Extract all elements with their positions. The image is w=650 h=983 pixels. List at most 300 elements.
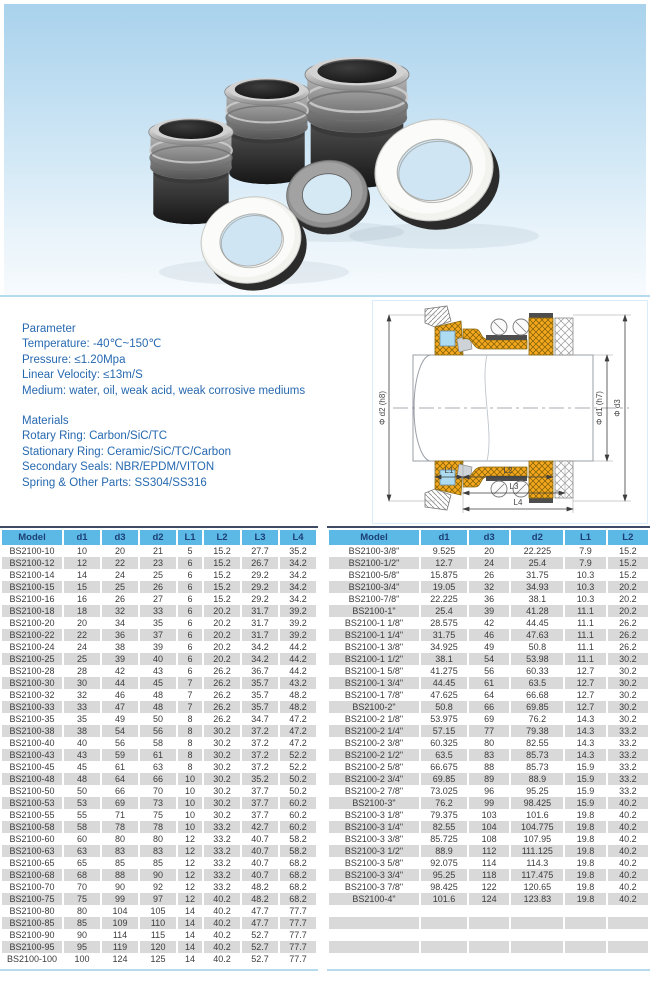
table-cell: BS2100-40: [2, 737, 62, 749]
table-cell: 47.2: [280, 737, 316, 749]
table-cell: 61: [140, 749, 176, 761]
table-cell: 40.2: [204, 953, 240, 965]
table-cell: 52.2: [280, 749, 316, 761]
table-cell: 7: [178, 701, 202, 713]
table-cell: 40.2: [204, 941, 240, 953]
table-cell: BS2100-1 1/4": [329, 629, 419, 641]
table-cell: BS2100-7/8": [329, 593, 419, 605]
table-cell: 33.2: [608, 773, 648, 785]
table-cell: 44.45: [421, 677, 467, 689]
table-cell: 29.2: [242, 569, 278, 581]
empty-row: [329, 917, 648, 929]
table-cell: 37.2: [242, 737, 278, 749]
table-cell: 124: [102, 953, 138, 965]
table-cell: 31.7: [242, 605, 278, 617]
table-cell: 38.1: [511, 593, 563, 605]
table-cell: 37.7: [242, 797, 278, 809]
table-cell: 63: [64, 845, 100, 857]
table-cell: 68.2: [280, 893, 316, 905]
table-cell: 75: [64, 893, 100, 905]
table-row: [2, 557, 316, 569]
table-cell: 12: [178, 845, 202, 857]
table-cell: 25.4: [511, 557, 563, 569]
table-cell: 64: [102, 773, 138, 785]
table-row: [2, 845, 316, 857]
table-cell: [469, 905, 509, 917]
table-cell: 41.275: [421, 665, 467, 677]
header-row: [2, 530, 316, 545]
table-cell: 77: [469, 725, 509, 737]
table-cell: BS2100-18: [2, 605, 62, 617]
table-cell: 58.2: [280, 845, 316, 857]
table-cell: 57.15: [421, 725, 467, 737]
table-cell: 34.7: [242, 713, 278, 725]
table-cell: 30.2: [608, 689, 648, 701]
table-cell: 88.9: [511, 773, 563, 785]
table-cell: [421, 917, 467, 929]
table-cell: 103: [469, 809, 509, 821]
table-cell: 85.73: [511, 749, 563, 761]
table-cell: BS2100-3 5/8": [329, 857, 419, 869]
table-cell: 83: [140, 845, 176, 857]
table-cell: 29.2: [242, 593, 278, 605]
column-header: L4: [280, 530, 316, 545]
table-row: [329, 569, 648, 581]
table-cell: BS2100-12: [2, 557, 62, 569]
inch-size-table: [327, 530, 650, 965]
table-cell: 42: [469, 617, 509, 629]
table-cell: 26.2: [204, 713, 240, 725]
table-cell: [421, 905, 467, 917]
table-cell: 95.25: [421, 869, 467, 881]
table-cell: 69.85: [421, 773, 467, 785]
table-cell: 120: [140, 941, 176, 953]
table-cell: 39: [102, 653, 138, 665]
table-cell: 11.1: [565, 605, 605, 617]
seal-cross-section-diagram: [372, 300, 648, 524]
table-cell: 12.7: [565, 701, 605, 713]
table-cell: 7.9: [565, 545, 605, 557]
table-cell: 89: [469, 773, 509, 785]
table-cell: 80: [140, 833, 176, 845]
table-cell: [469, 917, 509, 929]
table-cell: 6: [178, 665, 202, 677]
table-cell: 46: [102, 689, 138, 701]
table-cell: 36: [102, 629, 138, 641]
table-cell: 10.3: [565, 569, 605, 581]
table-cell: 26.2: [204, 665, 240, 677]
table-row: [2, 641, 316, 653]
table-cell: 77.7: [280, 917, 316, 929]
table-row: [329, 833, 648, 845]
table-cell: BS2100-25: [2, 653, 62, 665]
table-cell: 35: [140, 617, 176, 629]
table-cell: [329, 953, 419, 965]
table-cell: BS2100-1/2": [329, 557, 419, 569]
metric-size-table: [0, 530, 318, 965]
table-cell: 14: [178, 905, 202, 917]
table-cell: [608, 941, 648, 953]
table-cell: 48.2: [242, 881, 278, 893]
table-cell: 76.2: [511, 713, 563, 725]
table-row: [2, 629, 316, 641]
table-cell: 8: [178, 749, 202, 761]
table-cell: BS2100-3 3/4": [329, 869, 419, 881]
table-cell: 6: [178, 593, 202, 605]
table-cell: 88: [102, 869, 138, 881]
column-header: d2: [511, 530, 563, 545]
table-cell: 37.7: [242, 809, 278, 821]
table-cell: 38: [64, 725, 100, 737]
table-cell: [511, 941, 563, 953]
table-cell: 33.2: [608, 725, 648, 737]
table-cell: 30.2: [204, 725, 240, 737]
column-header: d3: [102, 530, 138, 545]
table-row: [2, 677, 316, 689]
table-cell: 24: [102, 569, 138, 581]
table-cell: 66.675: [421, 761, 467, 773]
table-row: [2, 713, 316, 725]
table-row: [329, 737, 648, 749]
table-cell: 90: [64, 929, 100, 941]
table-cell: 30.2: [204, 737, 240, 749]
product-photo-section: [0, 0, 650, 297]
table-cell: 33.2: [608, 749, 648, 761]
table-cell: 48.2: [280, 701, 316, 713]
table-cell: 14: [178, 941, 202, 953]
table-cell: 101.6: [421, 893, 467, 905]
table-row: [2, 809, 316, 821]
table-cell: 12.7: [565, 689, 605, 701]
table-cell: 118: [469, 869, 509, 881]
table-cell: 61: [102, 761, 138, 773]
table-cell: 22.225: [421, 593, 467, 605]
table-cell: 73: [140, 797, 176, 809]
table-cell: 53: [64, 797, 100, 809]
table-cell: 88: [469, 761, 509, 773]
column-header: d1: [421, 530, 467, 545]
header-row: [329, 530, 648, 545]
table-row: [329, 713, 648, 725]
table-cell: [421, 941, 467, 953]
table-cell: 12.7: [421, 557, 467, 569]
table-cell: 100: [64, 953, 100, 965]
table-cell: BS2100-1 1/8": [329, 617, 419, 629]
table-cell: 44.2: [280, 641, 316, 653]
table-cell: 47.7: [242, 917, 278, 929]
table-row: [329, 701, 648, 713]
table-cell: 14.3: [565, 725, 605, 737]
table-cell: [421, 953, 467, 965]
table-row: [2, 701, 316, 713]
table-cell: 40.7: [242, 869, 278, 881]
table-cell: 35.7: [242, 677, 278, 689]
table-cell: 34.2: [242, 653, 278, 665]
column-header: L3: [242, 530, 278, 545]
table-cell: 52.7: [242, 941, 278, 953]
table-row: [2, 821, 316, 833]
table-cell: 114.3: [511, 857, 563, 869]
table-cell: [511, 917, 563, 929]
spec-line: Medium: water, oil, weak acid, weak corrosive mediums: [22, 384, 306, 397]
table-cell: 117.475: [511, 869, 563, 881]
specs-section: [0, 297, 650, 524]
table-row: [329, 665, 648, 677]
table-row: [329, 677, 648, 689]
table-cell: BS2100-1 7/8": [329, 689, 419, 701]
table-cell: BS2100-22: [2, 629, 62, 641]
table-cell: BS2100-3 7/8": [329, 881, 419, 893]
table-row: [2, 953, 316, 965]
table-cell: BS2100-45: [2, 761, 62, 773]
table-cell: 34: [102, 617, 138, 629]
table-cell: 21: [140, 545, 176, 557]
bellows-band: [486, 335, 527, 340]
table-cell: 39: [140, 641, 176, 653]
materials-list: [22, 429, 372, 491]
rotary-ring: [529, 318, 553, 355]
table-cell: 45: [140, 677, 176, 689]
table-cell: BS2100-2 1/4": [329, 725, 419, 737]
table-cell: 63: [140, 761, 176, 773]
table-cell: 54: [102, 725, 138, 737]
table-cell: 47.7: [242, 905, 278, 917]
table-cell: 64: [469, 689, 509, 701]
table-cell: 120.65: [511, 881, 563, 893]
table-cell: BS2100-1": [329, 605, 419, 617]
table-cell: 30.2: [204, 749, 240, 761]
table-cell: 104: [102, 905, 138, 917]
table-cell: 38.1: [421, 653, 467, 665]
table-cell: 8: [178, 737, 202, 749]
table-cell: [329, 929, 419, 941]
spec-line: Rotary Ring: Carbon/SiC/TC: [22, 430, 168, 442]
table-cell: 26.2: [608, 641, 648, 653]
table-cell: 42: [102, 665, 138, 677]
column-header: d2: [140, 530, 176, 545]
table-cell: 41.28: [511, 605, 563, 617]
table-cell: 80: [469, 737, 509, 749]
table-cell: 60.2: [280, 809, 316, 821]
table-cell: 111.125: [511, 845, 563, 857]
table-cell: 68: [64, 869, 100, 881]
table-cell: [329, 905, 419, 917]
table-cell: BS2100-100: [2, 953, 62, 965]
table-cell: 34.2: [280, 593, 316, 605]
table-cell: 31.7: [242, 629, 278, 641]
table-cell: BS2100-2 1/2": [329, 749, 419, 761]
table-cell: 56: [469, 665, 509, 677]
table-row: [2, 605, 316, 617]
table-cell: 22.225: [511, 545, 563, 557]
table-cell: 124: [469, 893, 509, 905]
table-cell: 83: [102, 845, 138, 857]
table-cell: 44.2: [280, 665, 316, 677]
table-cell: 6: [178, 629, 202, 641]
table-cell: BS2100-10: [2, 545, 62, 557]
table-cell: 27: [140, 593, 176, 605]
table-row: [329, 725, 648, 737]
table-cell: 15.9: [565, 761, 605, 773]
table-cell: 38: [102, 641, 138, 653]
table-cell: 96: [469, 785, 509, 797]
table-cell: 10: [178, 773, 202, 785]
table-cell: 82.55: [511, 737, 563, 749]
table-cell: BS2100-2 3/4": [329, 773, 419, 785]
parameters-list: [22, 337, 372, 399]
table-row: [2, 797, 316, 809]
table-cell: 59: [102, 749, 138, 761]
table-cell: 68.2: [280, 869, 316, 881]
table-cell: 108: [469, 833, 509, 845]
table-cell: 10: [64, 545, 100, 557]
table-cell: 26.2: [608, 629, 648, 641]
table-cell: 40.2: [204, 893, 240, 905]
seal-components-top: [425, 306, 573, 355]
table-cell: 60.2: [280, 797, 316, 809]
table-row: [2, 581, 316, 593]
table-cell: 53.975: [421, 713, 467, 725]
table-cell: BS2100-2 3/8": [329, 737, 419, 749]
table-cell: 49: [102, 713, 138, 725]
table-cell: 24: [64, 641, 100, 653]
table-cell: 31.75: [421, 629, 467, 641]
table-cell: 99: [102, 893, 138, 905]
table-cell: [511, 929, 563, 941]
dim-label-l3: L3: [509, 482, 519, 491]
table-cell: 60.2: [280, 821, 316, 833]
table-row: [2, 653, 316, 665]
table-cell: 20.2: [204, 653, 240, 665]
table-row: [329, 893, 648, 905]
table-cell: 40.2: [608, 821, 648, 833]
table-cell: 85: [102, 857, 138, 869]
table-cell: 30.2: [204, 785, 240, 797]
table-cell: 25: [64, 653, 100, 665]
table-cell: 47.63: [511, 629, 563, 641]
table-cell: 33.2: [204, 845, 240, 857]
spec-line: Spring & Other Parts: SS304/SS316: [22, 476, 207, 489]
table-cell: 85: [64, 917, 100, 929]
table-cell: [421, 929, 467, 941]
spec-line: Stationary Ring: Ceramic/SiC/TC/Carbon: [22, 445, 231, 458]
table-cell: 40.2: [204, 905, 240, 917]
table-cell: 32: [102, 605, 138, 617]
table-cell: 40.2: [608, 869, 648, 881]
table-cell: 60: [64, 833, 100, 845]
table-cell: 68.2: [280, 881, 316, 893]
table-cell: 26.2: [204, 689, 240, 701]
table-cell: 6: [178, 581, 202, 593]
table-cell: 34.2: [280, 557, 316, 569]
table-cell: 107.95: [511, 833, 563, 845]
table-cell: 48.2: [242, 893, 278, 905]
table-cell: 58.2: [280, 833, 316, 845]
dim-label-l4: L4: [513, 498, 523, 507]
table-row: [2, 689, 316, 701]
table-cell: BS2100-33: [2, 701, 62, 713]
table-cell: 20.2: [608, 581, 648, 593]
parameters-title: Parameter: [22, 323, 76, 335]
table-cell: BS2100-1 1/2": [329, 653, 419, 665]
table-row: [329, 785, 648, 797]
table-cell: 85.725: [421, 833, 467, 845]
column-header: d3: [469, 530, 509, 545]
table-cell: 30.2: [608, 653, 648, 665]
table-cell: 34.925: [421, 641, 467, 653]
table-cell: 101.6: [511, 809, 563, 821]
table-cell: BS2100-68: [2, 869, 62, 881]
table-cell: 99: [469, 797, 509, 809]
table-cell: 48.2: [280, 689, 316, 701]
table-cell: 60.325: [421, 737, 467, 749]
table-row: [2, 929, 316, 941]
table-cell: 83: [469, 749, 509, 761]
table-cell: 40.7: [242, 845, 278, 857]
table-row: [2, 665, 316, 677]
table-cell: 58: [140, 737, 176, 749]
spec-line: Secondary Seals: NBR/EPDM/VITON: [22, 461, 215, 473]
table-cell: 69: [469, 713, 509, 725]
table-cell: 35.2: [280, 545, 316, 557]
table-cell: BS2100-2": [329, 701, 419, 713]
table-cell: 52.2: [280, 761, 316, 773]
table-cell: 11.1: [565, 641, 605, 653]
table-cell: 39.2: [280, 629, 316, 641]
table-cell: 95.25: [511, 785, 563, 797]
table-cell: 8: [178, 761, 202, 773]
column-header: L2: [608, 530, 648, 545]
table-cell: 58: [64, 821, 100, 833]
table-row: [329, 617, 648, 629]
table-row: [329, 869, 648, 881]
table-cell: 19.8: [565, 833, 605, 845]
table-cell: 40.2: [204, 929, 240, 941]
table-cell: 15.2: [204, 581, 240, 593]
table-cell: 35.7: [242, 701, 278, 713]
table-cell: [565, 917, 605, 929]
table-cell: 112: [469, 845, 509, 857]
table-cell: 35.7: [242, 689, 278, 701]
table-cell: 16: [64, 593, 100, 605]
table-cell: 10.3: [565, 581, 605, 593]
table-cell: 104: [469, 821, 509, 833]
table-row: [2, 725, 316, 737]
table-row: [2, 857, 316, 869]
table-row: [2, 617, 316, 629]
table-cell: [608, 917, 648, 929]
table-cell: 30.2: [608, 677, 648, 689]
table-cell: 22: [102, 557, 138, 569]
table-cell: [565, 953, 605, 965]
table-cell: 98.425: [511, 797, 563, 809]
table-cell: 19.05: [421, 581, 467, 593]
table-cell: 123.83: [511, 893, 563, 905]
table-cell: 104.775: [511, 821, 563, 833]
materials-title: Materials: [22, 415, 69, 427]
table-cell: 52.7: [242, 953, 278, 965]
table-cell: 45: [64, 761, 100, 773]
table-cell: 46: [469, 629, 509, 641]
table-cell: BS2100-58: [2, 821, 62, 833]
table-cell: 77.7: [280, 941, 316, 953]
table-cell: 78: [140, 821, 176, 833]
table-cell: BS2100-32: [2, 689, 62, 701]
table-cell: 34.93: [511, 581, 563, 593]
table-cell: 40.7: [242, 857, 278, 869]
table-cell: 26: [469, 569, 509, 581]
dim-label-d1: Φ d1 (h7): [595, 391, 604, 425]
